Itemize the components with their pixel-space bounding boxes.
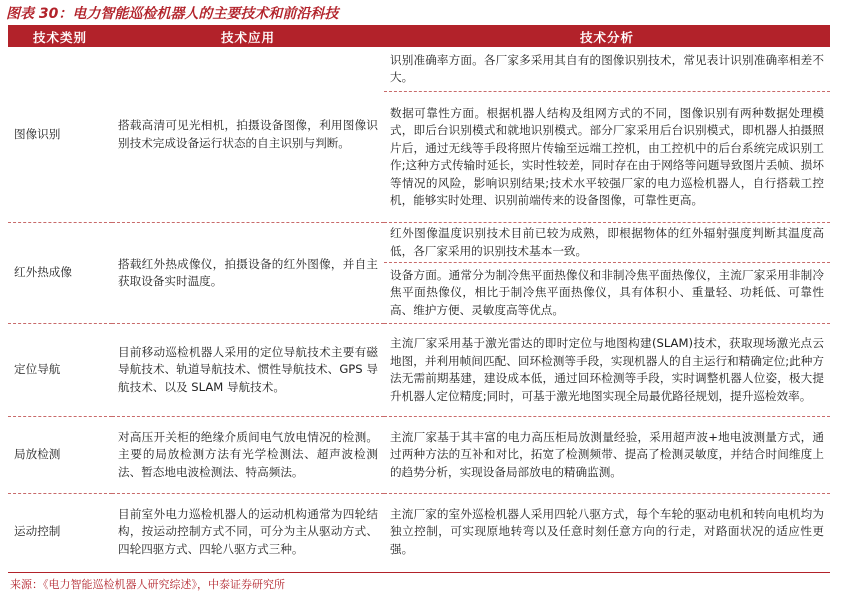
- table-row: [8, 417, 830, 494]
- category-cell: 图像识别: [8, 47, 112, 223]
- header-analysis: 技术分析: [384, 27, 830, 47]
- header-application: 技术应用: [112, 27, 384, 47]
- category-cell: 红外热成像: [8, 223, 112, 324]
- table-row: [8, 494, 830, 571]
- analysis-cell: 数据可靠性方面。根据机器人结构及组网方式的不同，图像识别有两种数据处理模式，即后台识别模式和就地识别模式。部分厂家采用后台识别模式，即机器人拍摄照片后，通过无线等手段将照片传输至远端工控机，由工控机中的后台系统完成识别工作;这种方式传输时延长，实时性较差，同时存在由于网络等问题导致图片丢帧、损坏等情况的风险，影响识别结果;技术水平较强厂家的电力巡检机器人，自行搭载工控机，能够实时处理、识别前端传来的设备图像，可靠性更高。: [384, 92, 830, 223]
- figure-title: 图表 30：电力智能巡检机器人的主要技术和前沿科技: [6, 6, 339, 22]
- category-cell: 定位导航: [8, 324, 112, 417]
- analysis-cell: 主流厂家采用基于激光雷达的即时定位与地图构建(SLAM)技术，获取现场激光点云地图，并利用帧间匹配、回环检测等手段，实现机器人的自主运行和精确定位;此种方法无需前期基建，建设成本低，通过回环检测等手段，实时调整机器人位姿，极大提升机器人定位精度;同时，可基于激光地图实现全局最优路径规划，提升巡检效率。: [384, 324, 830, 417]
- source-note: 来源：《电力智能巡检机器人研究综述》，中泰证券研究所: [10, 578, 285, 591]
- analysis-cell: 红外图像温度识别技术目前已较为成熟，即根据物体的红外辐射强度判断其温度高低，各厂家采用的识别技术基本一致。: [384, 223, 830, 263]
- analysis-cell: 设备方面。通常分为制冷焦平面热像仪和非制冷焦平面热像仪，主流厂家采用非制冷焦平面热像仪，相比于制冷焦平面热像仪，具有体积小、重量轻、功耗低、可靠性高、维护方便、灵敏度高等优点。: [384, 263, 830, 324]
- table-row: [8, 47, 830, 92]
- application-cell: 搭载高清可见光相机，拍摄设备图像，利用图像识别技术完成设备运行状态的自主识别与判断。: [112, 47, 384, 223]
- analysis-cell: 识别准确率方面。各厂家多采用其自有的图像识别技术，常见表计识别准确率相差不大。: [384, 47, 830, 92]
- analysis-cell: 主流厂家的室外巡检机器人采用四轮八驱方式，每个车轮的驱动电机和转向电机均为独立控制，可实现原地转弯以及任意时刻任意方向的行走，对路面状况的适应性更强。: [390, 506, 824, 556]
- header-category: 技术类别: [8, 27, 112, 47]
- footer-divider: [8, 572, 830, 573]
- application-cell: 搭载红外热成像仪，拍摄设备的红外图像，并自主获取设备实时温度。: [112, 223, 384, 324]
- application-cell: 目前移动巡检机器人采用的定位导航技术主要有磁导航技术、轨道导航技术、惯性导航技术、GPS 导航技术、以及 SLAM 导航技术。: [112, 324, 384, 417]
- analysis-cell: 主流厂家基于其丰富的电力高压柜局放测量经验，采用超声波+地电波测量方式，通过两种方法的互补和对比，拓宽了检测频带、提高了检测灵敏度，并结合时间维度上的趋势分析，实现设备局部放电的精确监测。: [384, 417, 830, 494]
- technology-table: [8, 27, 830, 570]
- application-cell: 对高压开关柜的绝缘介质间电气放电情况的检测。主要的局放检测方法有光学检测法、超声波检测法、暂态地电波检测法、特高频法。: [112, 417, 384, 494]
- table-row: [8, 324, 830, 417]
- category-cell: 运动控制: [14, 524, 61, 539]
- application-cell: 目前室外电力巡检机器人的运动机构通常为四轮结构，按运动控制方式不同，可分为主从驱动方式、四轮四驱方式、四轮八驱方式三种。: [118, 506, 378, 556]
- table-row: [8, 223, 830, 263]
- table-header-row: [8, 27, 830, 47]
- category-cell: 局放检测: [8, 417, 112, 494]
